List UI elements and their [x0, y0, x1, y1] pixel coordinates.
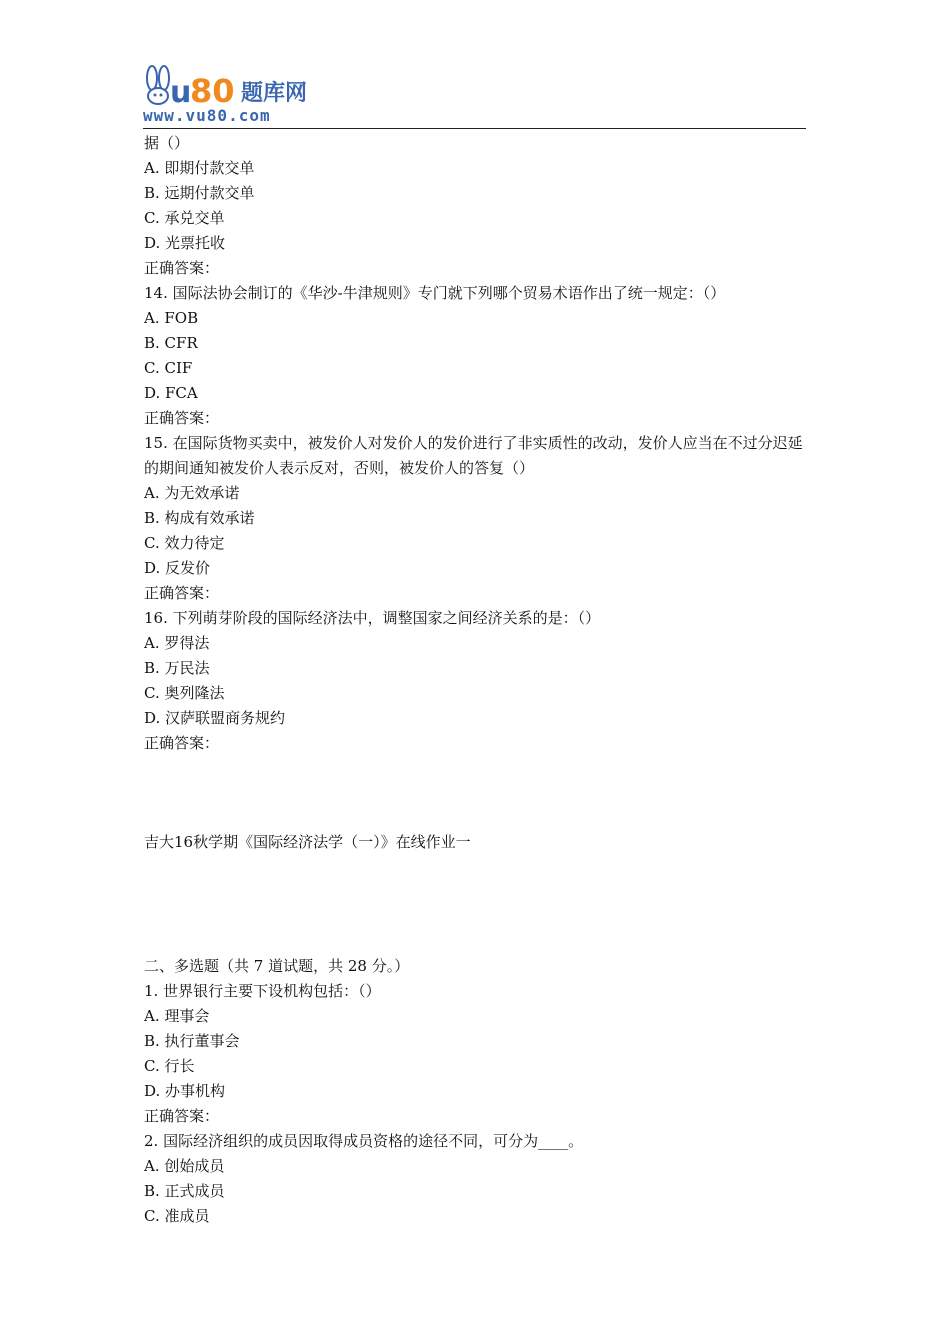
- text-line: C. 承兑交单: [144, 209, 225, 227]
- logo-url: www.vu80.com: [143, 106, 271, 125]
- text-line: D. 汉萨联盟商务规约: [144, 709, 286, 727]
- svg-text:u: u: [170, 75, 192, 108]
- text-line: C. 效力待定: [144, 534, 225, 552]
- document-body: [144, 131, 808, 1229]
- question-block-top: [144, 131, 808, 756]
- text-line: A. 创始成员: [144, 1157, 225, 1175]
- spacer: [144, 756, 808, 830]
- bunny-logo-icon: [143, 64, 327, 108]
- text-line: 14. 国际法协会制订的《华沙-牛津规则》专门就下列哪个贸易术语作出了统一规定：（）: [144, 284, 726, 302]
- text-line: D. 反发价: [144, 559, 211, 577]
- spacer: [144, 855, 808, 954]
- question-block-bottom: [144, 954, 808, 1229]
- text-line: D. 办事机构: [144, 1082, 226, 1100]
- text-line: 正确答案：: [144, 734, 220, 752]
- text-line: D. 光票托收: [144, 234, 226, 252]
- text-line: 正确答案：: [144, 584, 220, 602]
- text-line: A. 罗得法: [144, 634, 210, 652]
- text-line: 正确答案：: [144, 259, 220, 277]
- text-line: B. 万民法: [144, 659, 210, 677]
- text-line: C. 准成员: [144, 1207, 210, 1225]
- section-title: 吉大16秋学期《国际经济法学（一）》在线作业一: [144, 833, 471, 851]
- text-line: 据（）: [144, 134, 190, 152]
- text-line: C. CIF: [144, 359, 193, 377]
- text-line: 1. 世界银行主要下设机构包括：（）: [144, 982, 381, 1000]
- text-line: C. 行长: [144, 1057, 195, 1075]
- header-rule: [143, 128, 806, 129]
- text-line: 正确答案：: [144, 1107, 220, 1125]
- text-line: B. 构成有效承诺: [144, 509, 255, 527]
- text-line: 15. 在国际货物买卖中，被发价人对发价人的发价进行了非实质性的改动，发价人应当在不过分迟延的期间通知被发价人表示反对，否则，被发价人的答复（）: [144, 434, 803, 477]
- text-line: 2. 国际经济组织的成员因取得成员资格的途径不同，可分为____。: [144, 1132, 584, 1150]
- text-line: A. 为无效承诺: [144, 484, 240, 502]
- text-line: B. CFR: [144, 334, 198, 352]
- text-line: A. FOB: [144, 309, 199, 327]
- text-line: B. 远期付款交单: [144, 184, 255, 202]
- svg-text:题库网: 题库网: [241, 81, 308, 106]
- text-line: 二、多选题（共 7 道试题，共 28 分。）: [144, 957, 410, 975]
- text-line: A. 理事会: [144, 1007, 210, 1025]
- text-line: 16. 下列萌芽阶段的国际经济法中，调整国家之间经济关系的是：（）: [144, 609, 601, 627]
- text-line: C. 奥列隆法: [144, 684, 225, 702]
- text-line: B. 执行董事会: [144, 1032, 240, 1050]
- text-line: D. FCA: [144, 384, 198, 402]
- vu80-logo: [143, 64, 327, 126]
- svg-text:80: 80: [190, 72, 235, 108]
- text-line: 正确答案：: [144, 409, 220, 427]
- text-line: A. 即期付款交单: [144, 159, 255, 177]
- text-line: B. 正式成员: [144, 1182, 225, 1200]
